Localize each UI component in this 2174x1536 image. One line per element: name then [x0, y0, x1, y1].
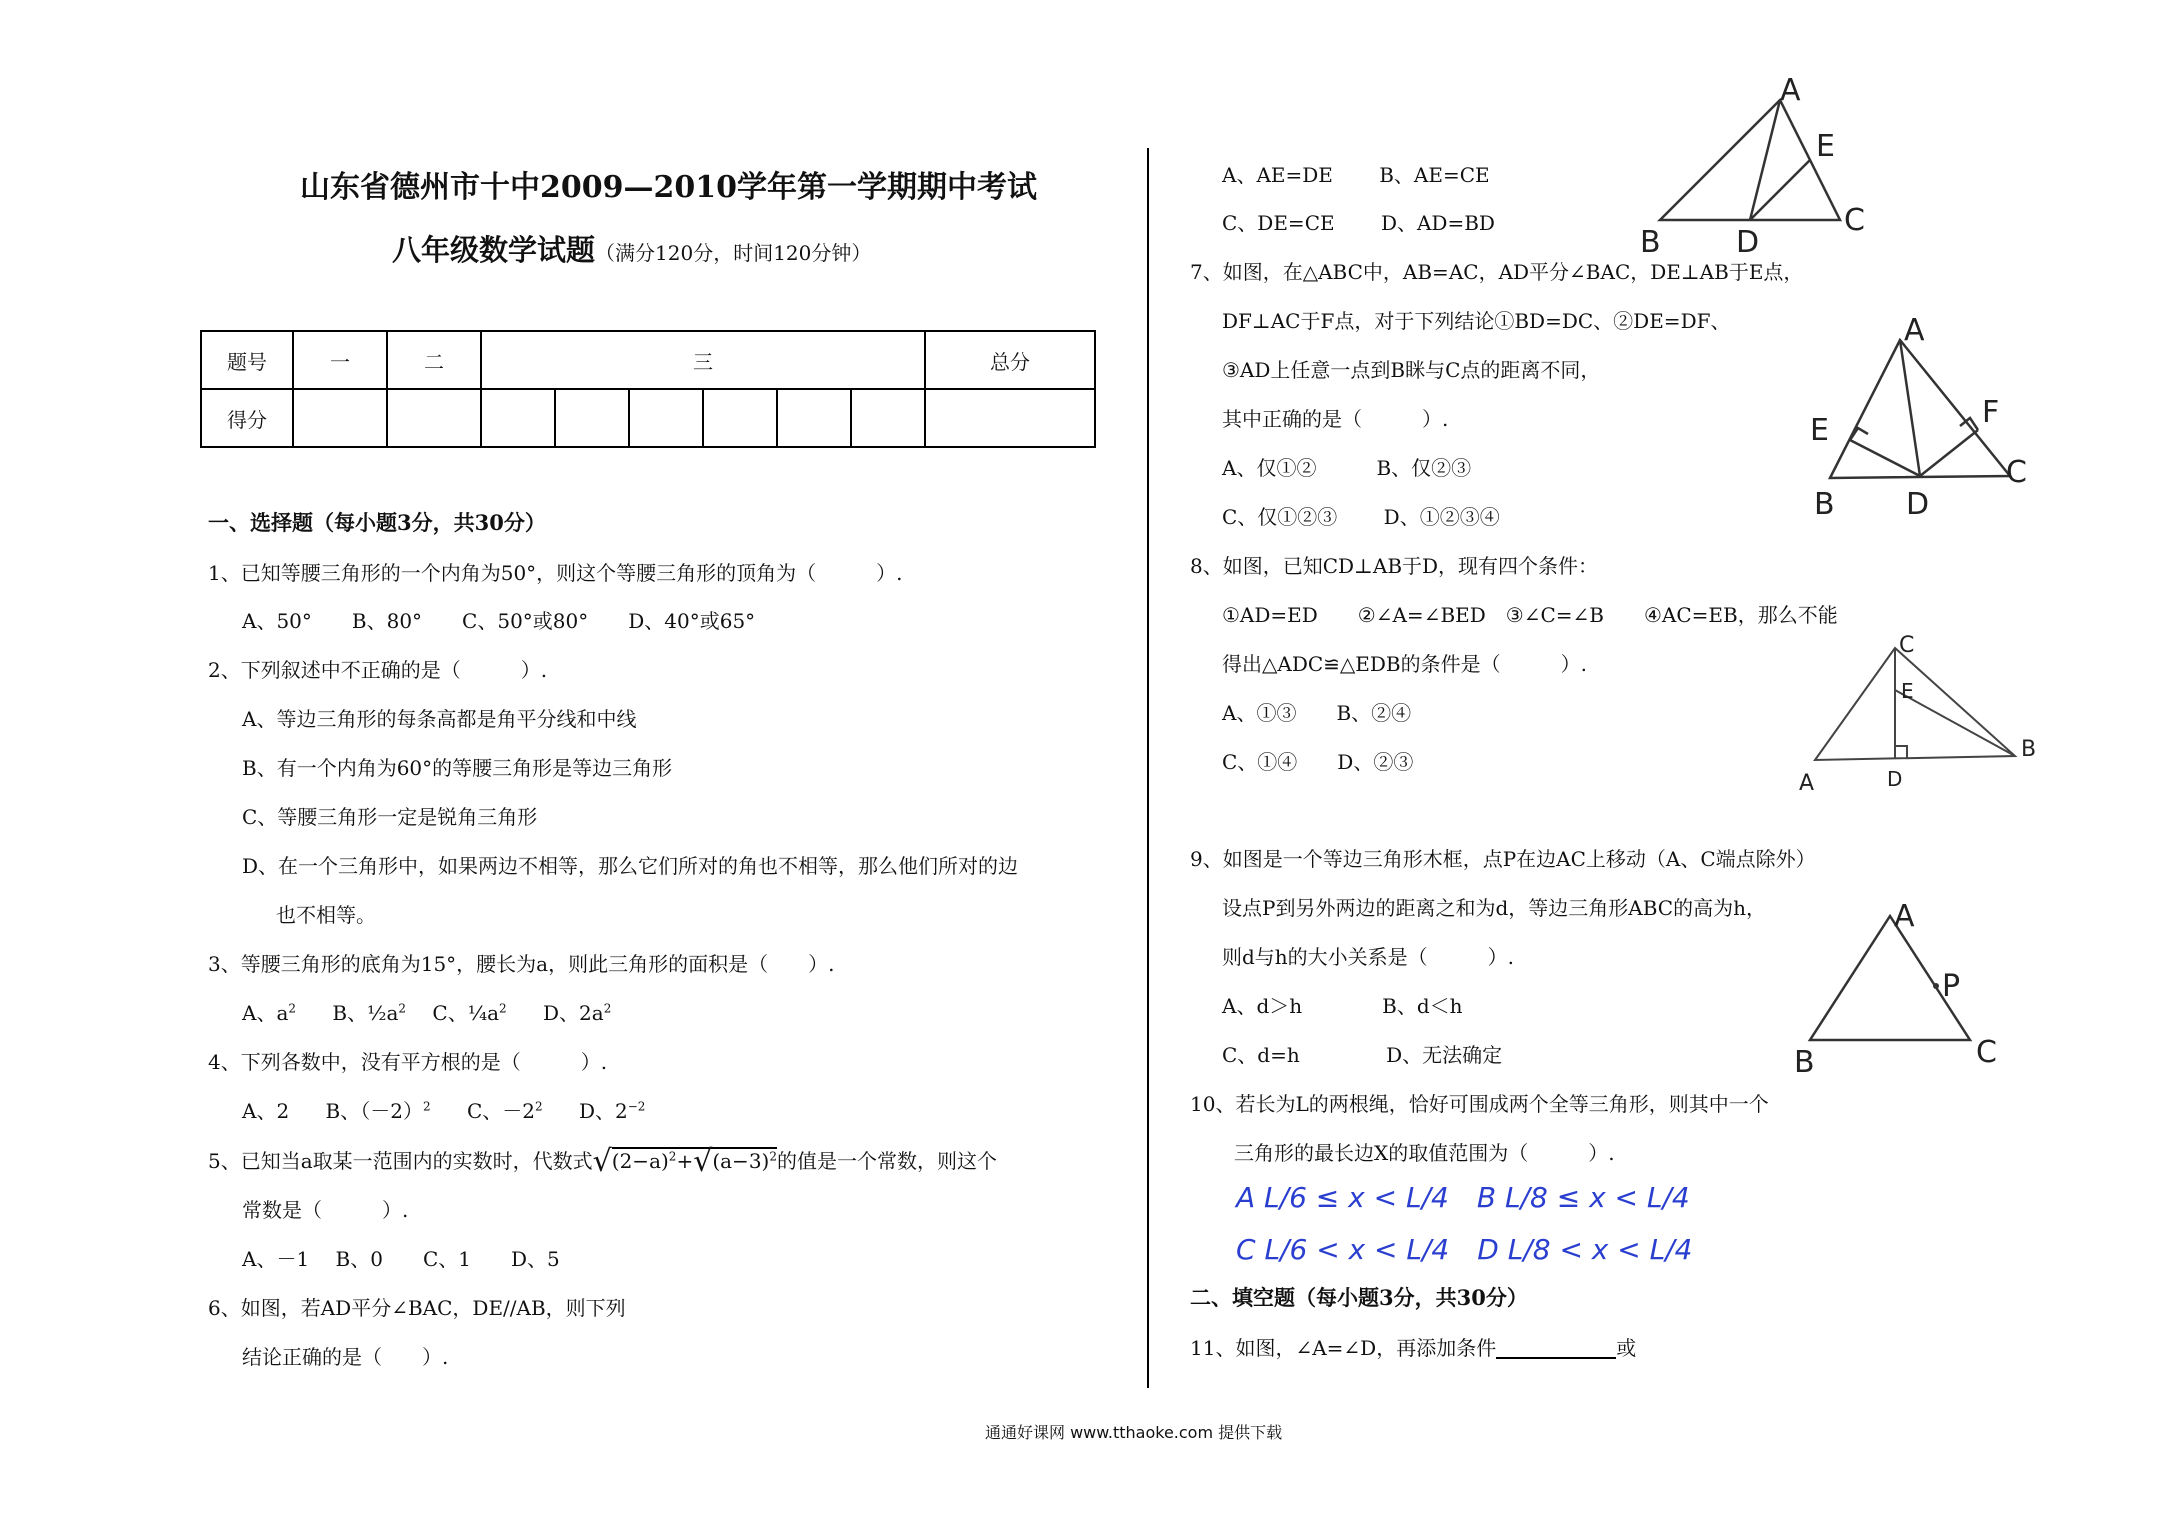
q3-d: D、2a — [543, 1001, 604, 1025]
fig7-label-e: E — [1810, 413, 1829, 448]
subtitle-note: （满分120分，时间120分钟） — [595, 241, 872, 265]
q4-exp: 2 — [534, 1099, 543, 1114]
fig8-label-d: D — [1887, 767, 1903, 791]
score-header-total: 总分 — [925, 331, 1095, 389]
figure-q8 — [1795, 630, 2045, 800]
q4-exp-neg: −2 — [627, 1099, 646, 1114]
fig7-label-d: D — [1906, 487, 1930, 522]
fig6-label-e: E — [1816, 129, 1835, 164]
q6-stem: 6、如图，若AD平分∠BAC，DE//AB，则下列 — [208, 1296, 626, 1320]
q7-options-2: C、仅①②③ D、①②③④ — [1222, 505, 1500, 529]
subtitle-bold: 八年级数学试题 — [392, 233, 596, 267]
exam-title: 山东省德州市十中2009—2010学年第一学期期中考试 — [300, 170, 1037, 205]
q11-stem — [1190, 1335, 1636, 1361]
section-1-title: 一、选择题（每小题3分，共30分） — [208, 510, 546, 535]
q8-line-2: ①AD=ED ②∠A=∠BED ③∠C=∠B ④AC=EB，那么不能 — [1222, 603, 1838, 627]
score-row-label: 得分 — [201, 389, 293, 447]
q4-b: B、（－2） — [325, 1099, 423, 1123]
q11-tail: 或 — [1616, 1336, 1637, 1360]
q9-line-1: 9、如图是一个等边三角形木框，点P在边AC上移动（A、C端点除外） — [1190, 847, 1816, 871]
q2-option-a: A、等边三角形的每条高都是角平分线和中线 — [242, 707, 637, 731]
q4-stem: 4、下列各数中，没有平方根的是（ ）. — [208, 1050, 608, 1074]
q11-text: 11、如图，∠A=∠D，再添加条件 — [1190, 1336, 1497, 1360]
figure-q9 — [1790, 900, 2010, 1080]
q3-stem: 3、等腰三角形的底角为15°，腰长为a，则此三角形的面积是（ ）. — [208, 952, 835, 976]
q3-b: B、½a — [332, 1001, 399, 1025]
fig7-label-c: C — [2006, 455, 2027, 490]
fig7-label-f: F — [1982, 395, 2000, 430]
q5-plus: + — [676, 1149, 694, 1173]
q3-exp: 2 — [499, 1001, 507, 1016]
q5-radicand — [611, 1144, 777, 1179]
q2-option-c: C、等腰三角形一定是锐角三角形 — [242, 805, 538, 829]
q8-options-2: C、①④ D、②③ — [1222, 750, 1414, 774]
q8-options-1: A、①③ B、②④ — [1222, 701, 1412, 725]
q3-options — [242, 1000, 611, 1026]
exam-subtitle — [392, 228, 871, 269]
q1-stem: 1、已知等腰三角形的一个内角为50°，则这个等腰三角形的顶角为（ ）. — [208, 561, 903, 585]
q5-options: A、－1 B、0 C、1 D、5 — [242, 1247, 560, 1271]
score-cell[interactable] — [293, 389, 387, 447]
q7-line-4: 其中正确的是（ ）. — [1222, 407, 1449, 431]
footer: 通通好课网 www.tthaoke.com 提供下载 — [985, 1423, 1283, 1442]
q10-handwritten-1: A L/6 ≤ x < L/4 B L/8 ≤ x < L/4 — [1236, 1181, 1690, 1214]
score-cell[interactable] — [777, 389, 851, 447]
sqrt-symbol: √ — [693, 1144, 713, 1179]
column-divider — [1147, 148, 1149, 1388]
q11-blank[interactable] — [1496, 1335, 1616, 1359]
score-header-label: 题号 — [201, 331, 293, 389]
q3-a: A、a — [242, 1001, 289, 1025]
q10-line-1: 10、若长为L的两根绳，恰好可围成两个全等三角形，则其中一个 — [1190, 1092, 1769, 1116]
figure-q7 — [1810, 313, 2030, 528]
fig7-label-b: B — [1814, 487, 1835, 522]
q5-rad1: (2−a) — [611, 1149, 669, 1173]
figure-q6 — [1640, 73, 1880, 260]
fig8-label-e: E — [1901, 679, 1914, 703]
q5-stem-pre: 5、已知当a取某一范围内的实数时，代数式 — [208, 1149, 593, 1173]
q5-exp: 2 — [668, 1149, 677, 1164]
q1-options: A、50° B、80° C、50°或80° D、40°或65° — [242, 609, 756, 633]
q8-line-1: 8、如图，已知CD⊥AB于D，现有四个条件： — [1190, 554, 1599, 578]
q7-options-1: A、仅①② B、仅②③ — [1222, 456, 1472, 480]
q4-exp: 2 — [422, 1099, 431, 1114]
q5-stem — [208, 1144, 997, 1179]
section-2-title: 二、填空题（每小题3分，共30分） — [1190, 1285, 1528, 1310]
fig8-label-a: A — [1799, 771, 1815, 796]
q10-line-2: 三角形的最长边X的取值范围为（ ）. — [1234, 1141, 1615, 1165]
q5-rad2: (a−3) — [712, 1149, 770, 1173]
fig7-label-a: A — [1904, 313, 1925, 348]
q3-exp: 2 — [398, 1001, 407, 1016]
score-cell[interactable] — [703, 389, 777, 447]
q5-stem-cont: 常数是（ ）. — [242, 1198, 409, 1222]
q9-line-2: 设点P到另外两边的距离之和为d，等边三角形ABC的高为h， — [1222, 896, 1766, 920]
q7-line-1: 7、如图，在△ABC中，AB=AC，AD平分∠BAC，DE⊥AB于E点， — [1190, 260, 1804, 284]
q4-options — [242, 1098, 645, 1124]
score-cell[interactable] — [629, 389, 703, 447]
fig9-label-c: C — [1976, 1035, 1997, 1070]
fig8-label-b: B — [2021, 737, 2037, 762]
q4-a: A、2 — [242, 1099, 290, 1123]
q3-c: C、¼a — [432, 1001, 500, 1025]
score-cell[interactable] — [851, 389, 925, 447]
fig6-label-c: C — [1844, 203, 1865, 238]
score-cell[interactable] — [925, 389, 1095, 447]
q5-exp: 2 — [769, 1149, 777, 1164]
fig9-label-b: B — [1794, 1045, 1815, 1080]
q6-options-2: C、DE=CE D、AD=BD — [1222, 211, 1495, 235]
score-header-1: 一 — [293, 331, 387, 389]
q2-option-d-cont: 也不相等。 — [276, 903, 376, 927]
q7-line-2: DF⊥AC于F点，对于下列结论①BD=DC、②DE=DF、 — [1222, 309, 1731, 333]
q9-line-3: 则d与h的大小关系是（ ）. — [1222, 945, 1515, 969]
q10-handwritten-2: C L/6 < x < L/4 D L/8 < x < L/4 — [1236, 1233, 1693, 1266]
q2-option-b: B、有一个内角为60°的等腰三角形是等边三角形 — [242, 756, 673, 780]
q3-exp: 2 — [288, 1001, 297, 1016]
q9-options-2: C、d=h D、无法确定 — [1222, 1043, 1503, 1067]
q6-options-1: A、AE=DE B、AE=CE — [1222, 163, 1490, 187]
fig6-label-d: D — [1736, 225, 1760, 260]
sqrt-symbol: √ — [592, 1144, 612, 1179]
score-cell[interactable] — [481, 389, 555, 447]
q4-c: C、－2 — [466, 1099, 535, 1123]
q6-stem-cont: 结论正确的是（ ）. — [242, 1345, 449, 1369]
score-cell[interactable] — [387, 389, 481, 447]
fig6-label-a: A — [1780, 73, 1801, 108]
q9-options-1: A、d＞h B、d＜h — [1222, 994, 1463, 1018]
q3-exp: 2 — [603, 1001, 612, 1016]
score-header-3: 三 — [481, 331, 925, 389]
fig9-label-a: A — [1894, 899, 1915, 934]
fig8-label-c: C — [1899, 633, 1915, 658]
q2-stem: 2、下列叙述中不正确的是（ ）. — [208, 658, 548, 682]
fig9-label-p: P — [1942, 969, 1961, 1004]
score-table — [200, 330, 1096, 448]
score-cell[interactable] — [555, 389, 629, 447]
score-header-2: 二 — [387, 331, 481, 389]
q2-option-d: D、在一个三角形中，如果两边不相等，那么它们所对的角也不相等，那么他们所对的边 — [242, 854, 1019, 878]
q5-stem-post: 的值是一个常数，则这个 — [776, 1149, 997, 1173]
q4-d: D、2 — [578, 1099, 628, 1123]
fig6-label-b: B — [1640, 225, 1661, 260]
q7-line-3: ③AD上任意一点到B眯与C点的距离不同， — [1222, 358, 1601, 382]
fig9-point-p — [1933, 983, 1939, 989]
q8-line-3: 得出△ADC≌△EDB的条件是（ ）. — [1222, 652, 1587, 676]
